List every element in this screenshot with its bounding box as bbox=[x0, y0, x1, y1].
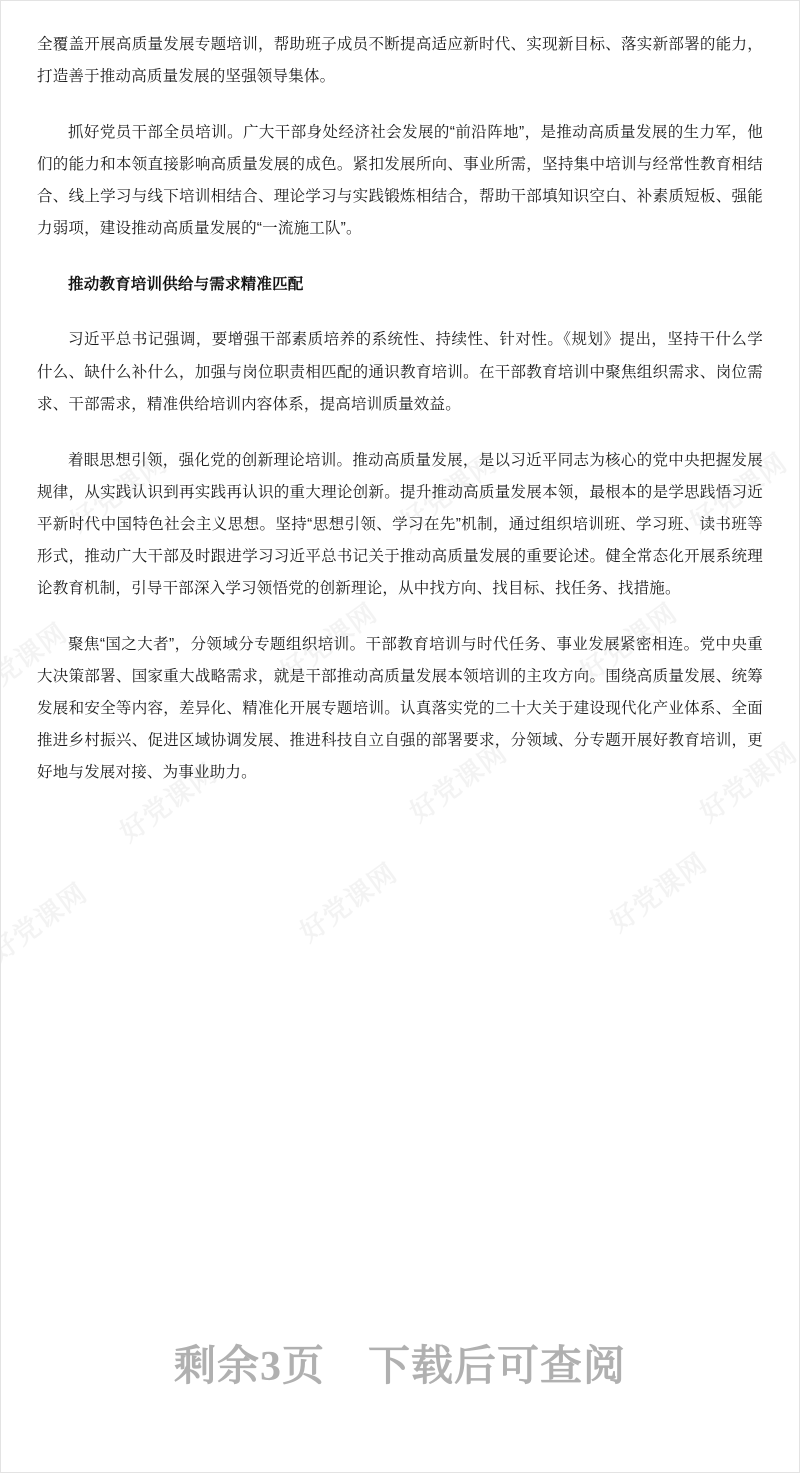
document-body bbox=[1, 1, 799, 789]
paragraph-1: 全覆盖开展高质量发展专题培训，帮助班子成员不断提高适应新时代、实现新目标、落实新部署的能力，打造善于推动高质量发展的坚强领导集体。 bbox=[37, 36, 763, 86]
section-heading-1: 推动教育培训供给与需求精准匹配 bbox=[68, 276, 304, 294]
watermark-text bbox=[1, 872, 94, 969]
paragraph-4: 着眼思想引领，强化党的创新理论培训。推动高质量发展，是以习近平同志为核心的党中央把握发展规律，从实践认识到再实践再认识的重大理论创新。提升推动高质量发展本领，最根本的是学思践悟习近平新时代中国特色社会主义思想。坚持“思想引领、学习在先”机制，通过组织培训班、学习班、读书班等形式，推动广大干部及时跟进学习习近平总书记关于推动高质量发展的重要论述。健全常态化开展系统理论教育机制，引导干部深入学习领悟党的创新理论，从中找方向、找目标、找任务、找措施。 bbox=[37, 451, 763, 598]
paragraph-5: 聚焦“国之大者”，分领域分专题组织培训。干部教育培训与时代任务、事业发展紧密相连。党中央重大决策部署、国家重大战略需求，就是干部推动高质量发展本领培训的主攻方向。围绕高质量发展、统筹发展和安全等内容，差异化、精准化开展专题培训。认真落实党的二十大关于建设现代化产业体系、全面推进乡村振兴、促进区域协调发展、推进科技自立自强的部署要求，分领域、分专题开展好教育培训，更好地与发展对接、为事业助力。 bbox=[37, 636, 763, 782]
watermark-text bbox=[290, 852, 404, 949]
paragraph-3: 习近平总书记强调，要增强干部素质培养的系统性、持续性、针对性。《规划》提出，坚持干什么学什么、缺什么补什么，加强与岗位职责相匹配的通识教育培训。在干部教育培训中聚焦组织需求、岗位需求、干部需求，精准供给培训内容体系，提高培训质量效益。 bbox=[37, 331, 763, 413]
paragraph-2: 抓好党员干部全员培训。广大干部身处经济社会发展的“前沿阵地”，是推动高质量发展的生力军，他们的能力和本领直接影响高质量发展的成色。紧扣发展所向、事业所需，坚持集中培训与经常性教育相结合、线上学习与线下培训相结合、理论学习与实践锻炼相结合，帮助干部填知识空白、补素质短板、强能力弱项，建设推动高质量发展的“一流施工队”。 bbox=[37, 124, 763, 238]
watermark-text bbox=[600, 842, 714, 939]
remaining-pages-notice[interactable]: 剩余3页 下载后可查阅 bbox=[173, 1344, 626, 1390]
